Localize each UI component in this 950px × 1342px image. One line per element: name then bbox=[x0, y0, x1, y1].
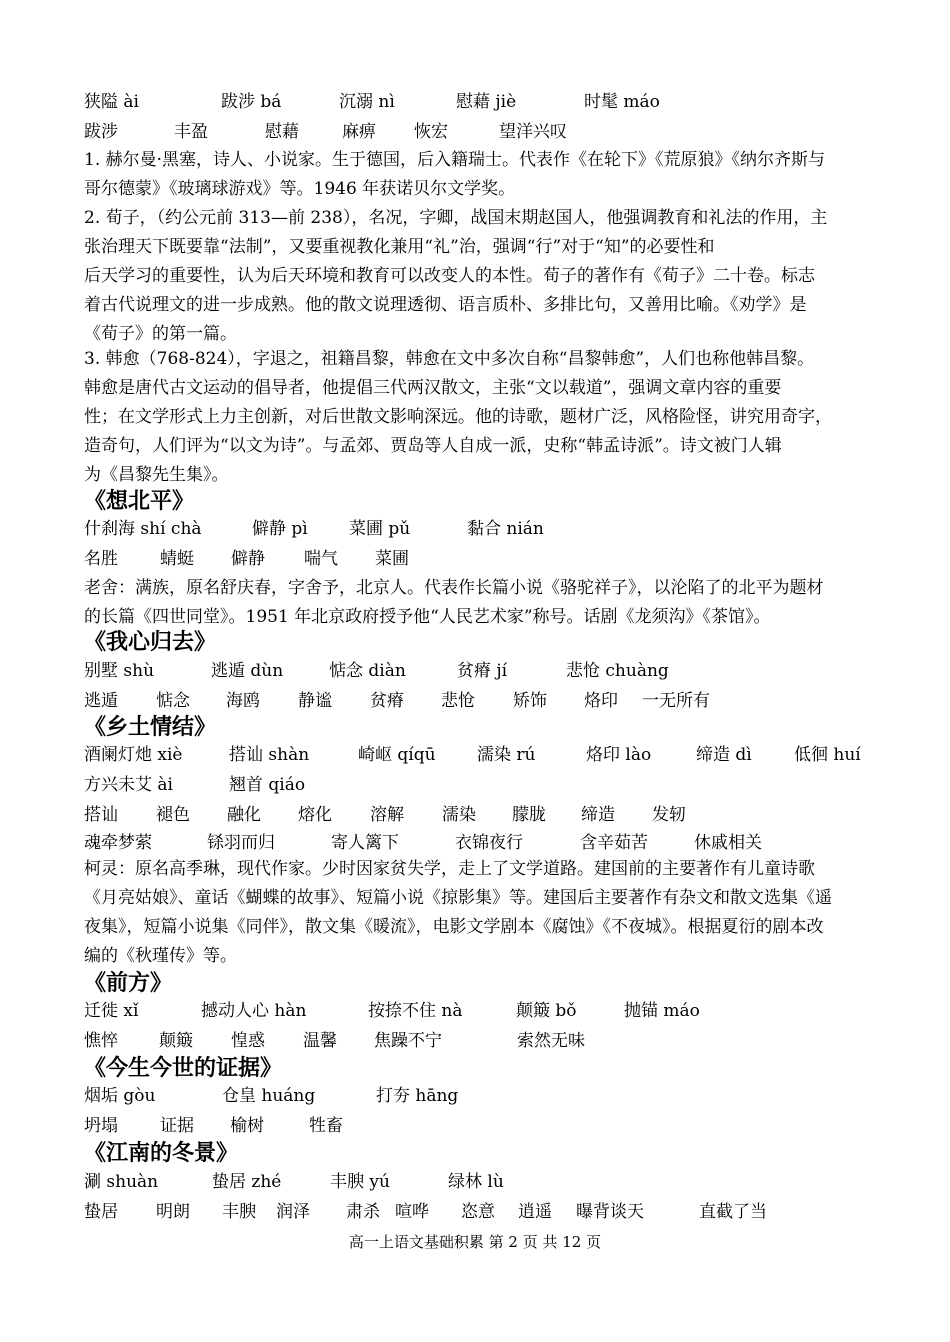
author-note-hanyu: 3. 韩愈（768-824），字退之，祖籍昌黎，韩愈在文中多次自称“昌黎韩愈”，人们也称他韩昌黎。 韩愈是唐代古文运动的倡导者，他提倡三代两汉散文，主张“文以载道”，强调文章内容的重要 性；在文学形式上力主创新，对后世散文影响深远。他的诗歌，题材广泛，风格险怪，讲究用奇字， 造奇句，人们评为“以文为诗”。与孟郊、贾岛等人自成一派，史称“韩孟诗派”。诗文被门人辑 为《昌黎先生集》。 bbox=[84, 349, 832, 485]
word: 海鸥 bbox=[226, 691, 260, 711]
vocab-item: 方兴未艾 ài bbox=[84, 775, 173, 795]
vocab-item: 低徊 huí bbox=[794, 745, 861, 765]
author-note-keling: 柯灵：原名高季琳，现代作家。少时因家贫失学，走上了文学道路。建国前的主要著作有儿童诗歌 《月亮姑娘》、童话《蝴蝶的故事》、短篇小说《掠影集》等。建国后主要著作有杂文和散文选集《遥 夜集》，短篇小说集《同伴》，散文集《暖流》，电影文学剧本《腐蚀》《不夜城》。根据夏衍的剧本改 编的《秋瑾传》等。 bbox=[84, 859, 832, 966]
word: 菜圃 bbox=[375, 549, 409, 569]
word: 搭讪 bbox=[84, 805, 118, 825]
vocab-item: 惦念 diàn bbox=[329, 661, 406, 681]
word: 蛰居 bbox=[84, 1202, 118, 1222]
vocab-item: 菜圃 pǔ bbox=[349, 519, 411, 539]
word: 融化 bbox=[227, 805, 261, 825]
pinyin-row bbox=[84, 998, 890, 1024]
vocab-item: 按捺不住 nà bbox=[368, 1001, 463, 1021]
word: 衣锦夜行 bbox=[455, 833, 523, 853]
word: 润泽 bbox=[276, 1202, 310, 1222]
word: 静谧 bbox=[298, 691, 332, 711]
word: 名胜 bbox=[84, 549, 118, 569]
word: 惶惑 bbox=[231, 1031, 265, 1051]
word: 魂牵梦萦 bbox=[84, 833, 152, 853]
word: 索然无味 bbox=[517, 1031, 585, 1051]
word: 熔化 bbox=[298, 805, 332, 825]
vocab-item: 沉溺 nì bbox=[339, 92, 395, 112]
vocab-item: 时髦 máo bbox=[584, 92, 660, 112]
word-row bbox=[84, 1028, 890, 1054]
word: 铩羽而归 bbox=[207, 833, 275, 853]
vocab-item: 酒阑灯灺 xiè bbox=[84, 745, 183, 765]
pinyin-row bbox=[84, 89, 890, 115]
word: 喧哗 bbox=[395, 1202, 429, 1222]
word: 丰盈 bbox=[174, 122, 208, 142]
section-title: 《前方》 bbox=[84, 971, 173, 996]
word: 惦念 bbox=[156, 691, 190, 711]
vocab-item: 迁徙 xǐ bbox=[84, 1001, 139, 1021]
author-note-xunzi: 2. 荀子，（约公元前 313—前 238），名况，字卿，战国末期赵国人，他强调教育和礼法的作用，主 张治理天下既要靠“法制”，又要重视教化兼用“礼”治，强调“行”对于“知”的必要性和 后天学习的重要性，认为后天环境和教育可以改变人的本性。荀子的著作有《荀子》二十卷。标志 着古代说理文的进一步成熟。他的散文说理透彻、语言质朴、多排比句，又善用比喻。《劝学》是 《荀子》的第一篇。 bbox=[84, 208, 828, 344]
vocab-item: 崎岖 qíqū bbox=[358, 745, 436, 765]
word-row bbox=[84, 830, 890, 856]
word: 牲畜 bbox=[309, 1116, 343, 1136]
word: 喘气 bbox=[304, 549, 338, 569]
vocab-item: 跋涉 bá bbox=[221, 92, 282, 112]
word: 麻痹 bbox=[342, 122, 376, 142]
word: 贫瘠 bbox=[370, 691, 404, 711]
vocab-item: 仓皇 huáng bbox=[222, 1086, 316, 1106]
word: 褪色 bbox=[156, 805, 190, 825]
word: 颠簸 bbox=[159, 1031, 193, 1051]
word: 含辛茹苦 bbox=[580, 833, 648, 853]
word-row bbox=[84, 1113, 890, 1139]
vocab-item: 烟垢 gòu bbox=[84, 1086, 156, 1106]
word: 一无所有 bbox=[642, 691, 710, 711]
vocab-item: 烙印 lào bbox=[586, 745, 652, 765]
section-title: 《今生今世的证据》 bbox=[84, 1056, 283, 1081]
vocab-item: 黏合 nián bbox=[467, 519, 544, 539]
word: 蜻蜓 bbox=[160, 549, 194, 569]
word: 缔造 bbox=[581, 805, 615, 825]
vocab-item: 涮 shuàn bbox=[84, 1172, 159, 1192]
word: 矫饰 bbox=[513, 691, 547, 711]
word: 榆树 bbox=[230, 1116, 264, 1136]
page-footer: 高一上语文基础积累 第 2 页 共 12 页 bbox=[348, 1233, 602, 1251]
pinyin-row bbox=[84, 742, 890, 768]
word: 憔悴 bbox=[84, 1031, 118, 1051]
word-row bbox=[84, 119, 890, 145]
pinyin-row bbox=[84, 772, 890, 798]
vocab-item: 慰藉 jiè bbox=[456, 92, 517, 112]
word: 悲怆 bbox=[441, 691, 475, 711]
word-row bbox=[84, 1199, 890, 1225]
word: 逍遥 bbox=[518, 1202, 552, 1222]
vocab-item: 翘首 qiáo bbox=[229, 775, 306, 795]
pinyin-row bbox=[84, 1169, 890, 1195]
word: 发轫 bbox=[652, 805, 686, 825]
vocab-item: 悲怆 chuàng bbox=[566, 661, 669, 681]
word: 濡染 bbox=[442, 805, 476, 825]
word: 恣意 bbox=[461, 1202, 495, 1222]
word: 直截了当 bbox=[699, 1202, 767, 1222]
word: 朦胧 bbox=[512, 805, 546, 825]
word: 烙印 bbox=[584, 691, 618, 711]
vocab-item: 别墅 shù bbox=[84, 661, 155, 681]
word: 僻静 bbox=[231, 549, 265, 569]
word-row bbox=[84, 546, 890, 572]
vocab-item: 逃遁 dùn bbox=[211, 661, 284, 681]
word: 肃杀 bbox=[346, 1202, 380, 1222]
word: 休戚相关 bbox=[694, 833, 762, 853]
vocab-item: 蛰居 zhé bbox=[212, 1172, 282, 1192]
word: 恢宏 bbox=[414, 122, 448, 142]
word: 明朗 bbox=[156, 1202, 190, 1222]
vocab-item: 搭讪 shàn bbox=[229, 745, 310, 765]
author-note-laoshe: 老舍：满族，原名舒庆春，字舍予，北京人。代表作长篇小说《骆驼祥子》，以沦陷了的北平为题材 的长篇《四世同堂》。1951 年北京政府授予他“人民艺术家”称号。话剧《龙须沟》《茶馆》。 bbox=[84, 578, 824, 627]
word: 坍塌 bbox=[84, 1116, 118, 1136]
word: 溶解 bbox=[370, 805, 404, 825]
word: 曝背谈天 bbox=[576, 1202, 644, 1222]
section-title: 《我心归去》 bbox=[84, 630, 217, 655]
vocab-item: 濡染 rú bbox=[477, 745, 536, 765]
word: 慰藉 bbox=[265, 122, 299, 142]
word: 证据 bbox=[160, 1116, 194, 1136]
pinyin-row bbox=[84, 516, 890, 542]
word-row bbox=[84, 688, 890, 714]
vocab-item: 贫瘠 jí bbox=[457, 661, 508, 681]
vocab-item: 什刹海 shí chà bbox=[84, 519, 202, 539]
section-title: 《乡土情结》 bbox=[84, 715, 217, 740]
vocab-item: 缔造 dì bbox=[696, 745, 752, 765]
vocab-item: 狭隘 ài bbox=[84, 92, 139, 112]
vocab-item: 撼动人心 hàn bbox=[201, 1001, 307, 1021]
word: 望洋兴叹 bbox=[499, 122, 567, 142]
word: 逃遁 bbox=[84, 691, 118, 711]
vocab-item: 打夯 hāng bbox=[376, 1086, 459, 1106]
word: 焦躁不宁 bbox=[374, 1031, 442, 1051]
pinyin-row bbox=[84, 658, 890, 684]
word: 寄人篱下 bbox=[331, 833, 399, 853]
pinyin-row bbox=[84, 1083, 890, 1109]
section-title: 《江南的冬景》 bbox=[84, 1141, 239, 1166]
vocab-item: 颠簸 bǒ bbox=[516, 1001, 577, 1021]
vocab-item: 绿林 lù bbox=[448, 1172, 504, 1192]
word-row bbox=[84, 802, 890, 828]
word: 丰腴 bbox=[222, 1202, 256, 1222]
word: 温馨 bbox=[303, 1031, 337, 1051]
vocab-item: 抛锚 máo bbox=[624, 1001, 700, 1021]
author-note-hesse: 1. 赫尔曼·黑塞，诗人、小说家。生于德国，后入籍瑞士。代表作《在轮下》《荒原狼》《纳尔齐斯与 哥尔德蒙》《玻璃球游戏》等。1946 年获诺贝尔文学奖。 bbox=[84, 150, 826, 199]
word: 跋涉 bbox=[84, 122, 118, 142]
vocab-item: 丰腴 yú bbox=[330, 1172, 390, 1192]
vocab-item: 僻静 pì bbox=[252, 519, 308, 539]
section-title: 《想北平》 bbox=[84, 489, 195, 514]
